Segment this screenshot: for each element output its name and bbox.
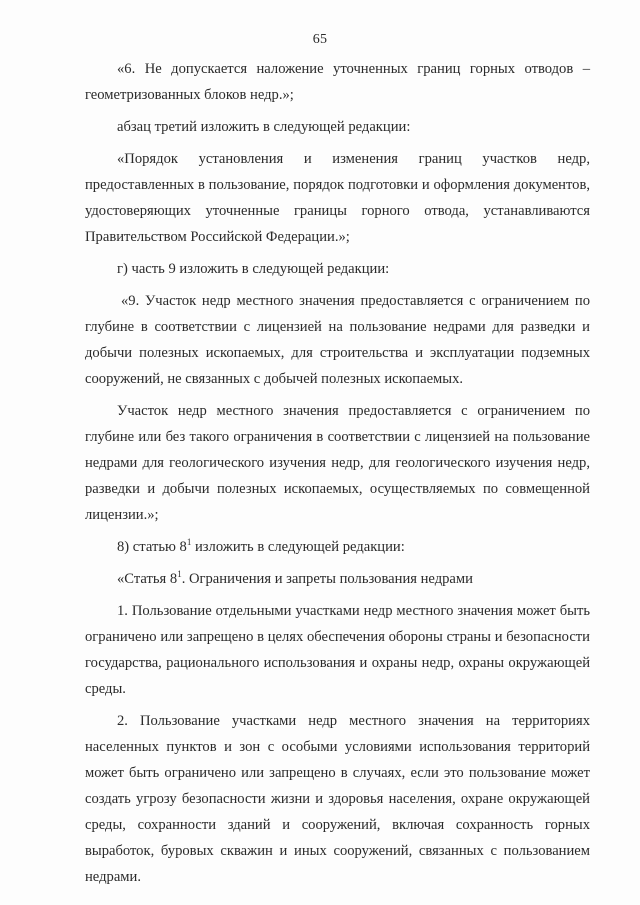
paragraph-boundaries-procedure: «Порядок установления и изменения границ участков недр, предоставленных в пользование, порядок подготовки и оформления документов, удостоверяющих уточненные границы горного отвода, устанавливаются Правительством Российской Федерации.»; <box>85 151 590 245</box>
article-superscript: 1 <box>186 537 192 547</box>
article-instruction-after: изложить в следующей редакции: <box>191 539 405 555</box>
article-heading-before: «Статья 8 <box>117 571 178 587</box>
paragraph-instruction-part-9: г) часть 9 изложить в следующей редакции: <box>117 261 390 277</box>
paragraph-instruction-article <box>85 534 590 560</box>
article-heading-after: . Ограничения и запреты пользования недрами <box>181 571 473 587</box>
paragraph-clause-2: 2. Пользование участками недр местного значения на территориях населенных пунктов и зон с особыми условиями использования территорий может быть ограничено или запрещено в случаях, если это пользование может создать угрозу безопасности жизни и здоровья населения, охране окружающей среды, сохранности зданий и сооружений, включая сохранность горных выработок, буровых скважин и иных сооружений, связанных с пользованием недрами. <box>85 713 590 885</box>
document-body <box>85 56 590 890</box>
article-heading-superscript: 1 <box>177 569 182 579</box>
paragraph-depth-limitation: Участок недр местного значения предоставляется с ограничением по глубине или без такого ограничения в соответствии с лицензией на пользование недрами для геологического изучения недр, для геологического изучения недр, разведки и добычи полезных ископаемых, осуществляемых по совмещенной лицензии.»; <box>85 403 590 523</box>
paragraph-instruction-third: абзац третий изложить в следующей редакции: <box>117 119 411 135</box>
article-heading <box>85 566 590 592</box>
paragraph-item-9: «9. Участок недр местного значения предоставляется с ограничением по глубине в соответствии с лицензией на пользование недрами для разведки и добычи полезных ископаемых, для строительства и эксплуатации подземных сооружений, не связанных с добычей полезных ископаемых. <box>85 293 590 387</box>
paragraph-item-6: «6. Не допускается наложение уточненных границ горных отводов – геометризованных блоков недр.»; <box>85 61 590 103</box>
article-instruction-before: 8) статью 8 <box>117 539 187 555</box>
page-number: 65 <box>312 32 328 47</box>
paragraph-clause-1: 1. Пользование отдельными участками недр местного значения может быть ограничено или запрещено в целях обеспечения обороны страны и безопасности государства, рационального использования и охраны недр, охраны окружающей среды. <box>85 603 590 697</box>
